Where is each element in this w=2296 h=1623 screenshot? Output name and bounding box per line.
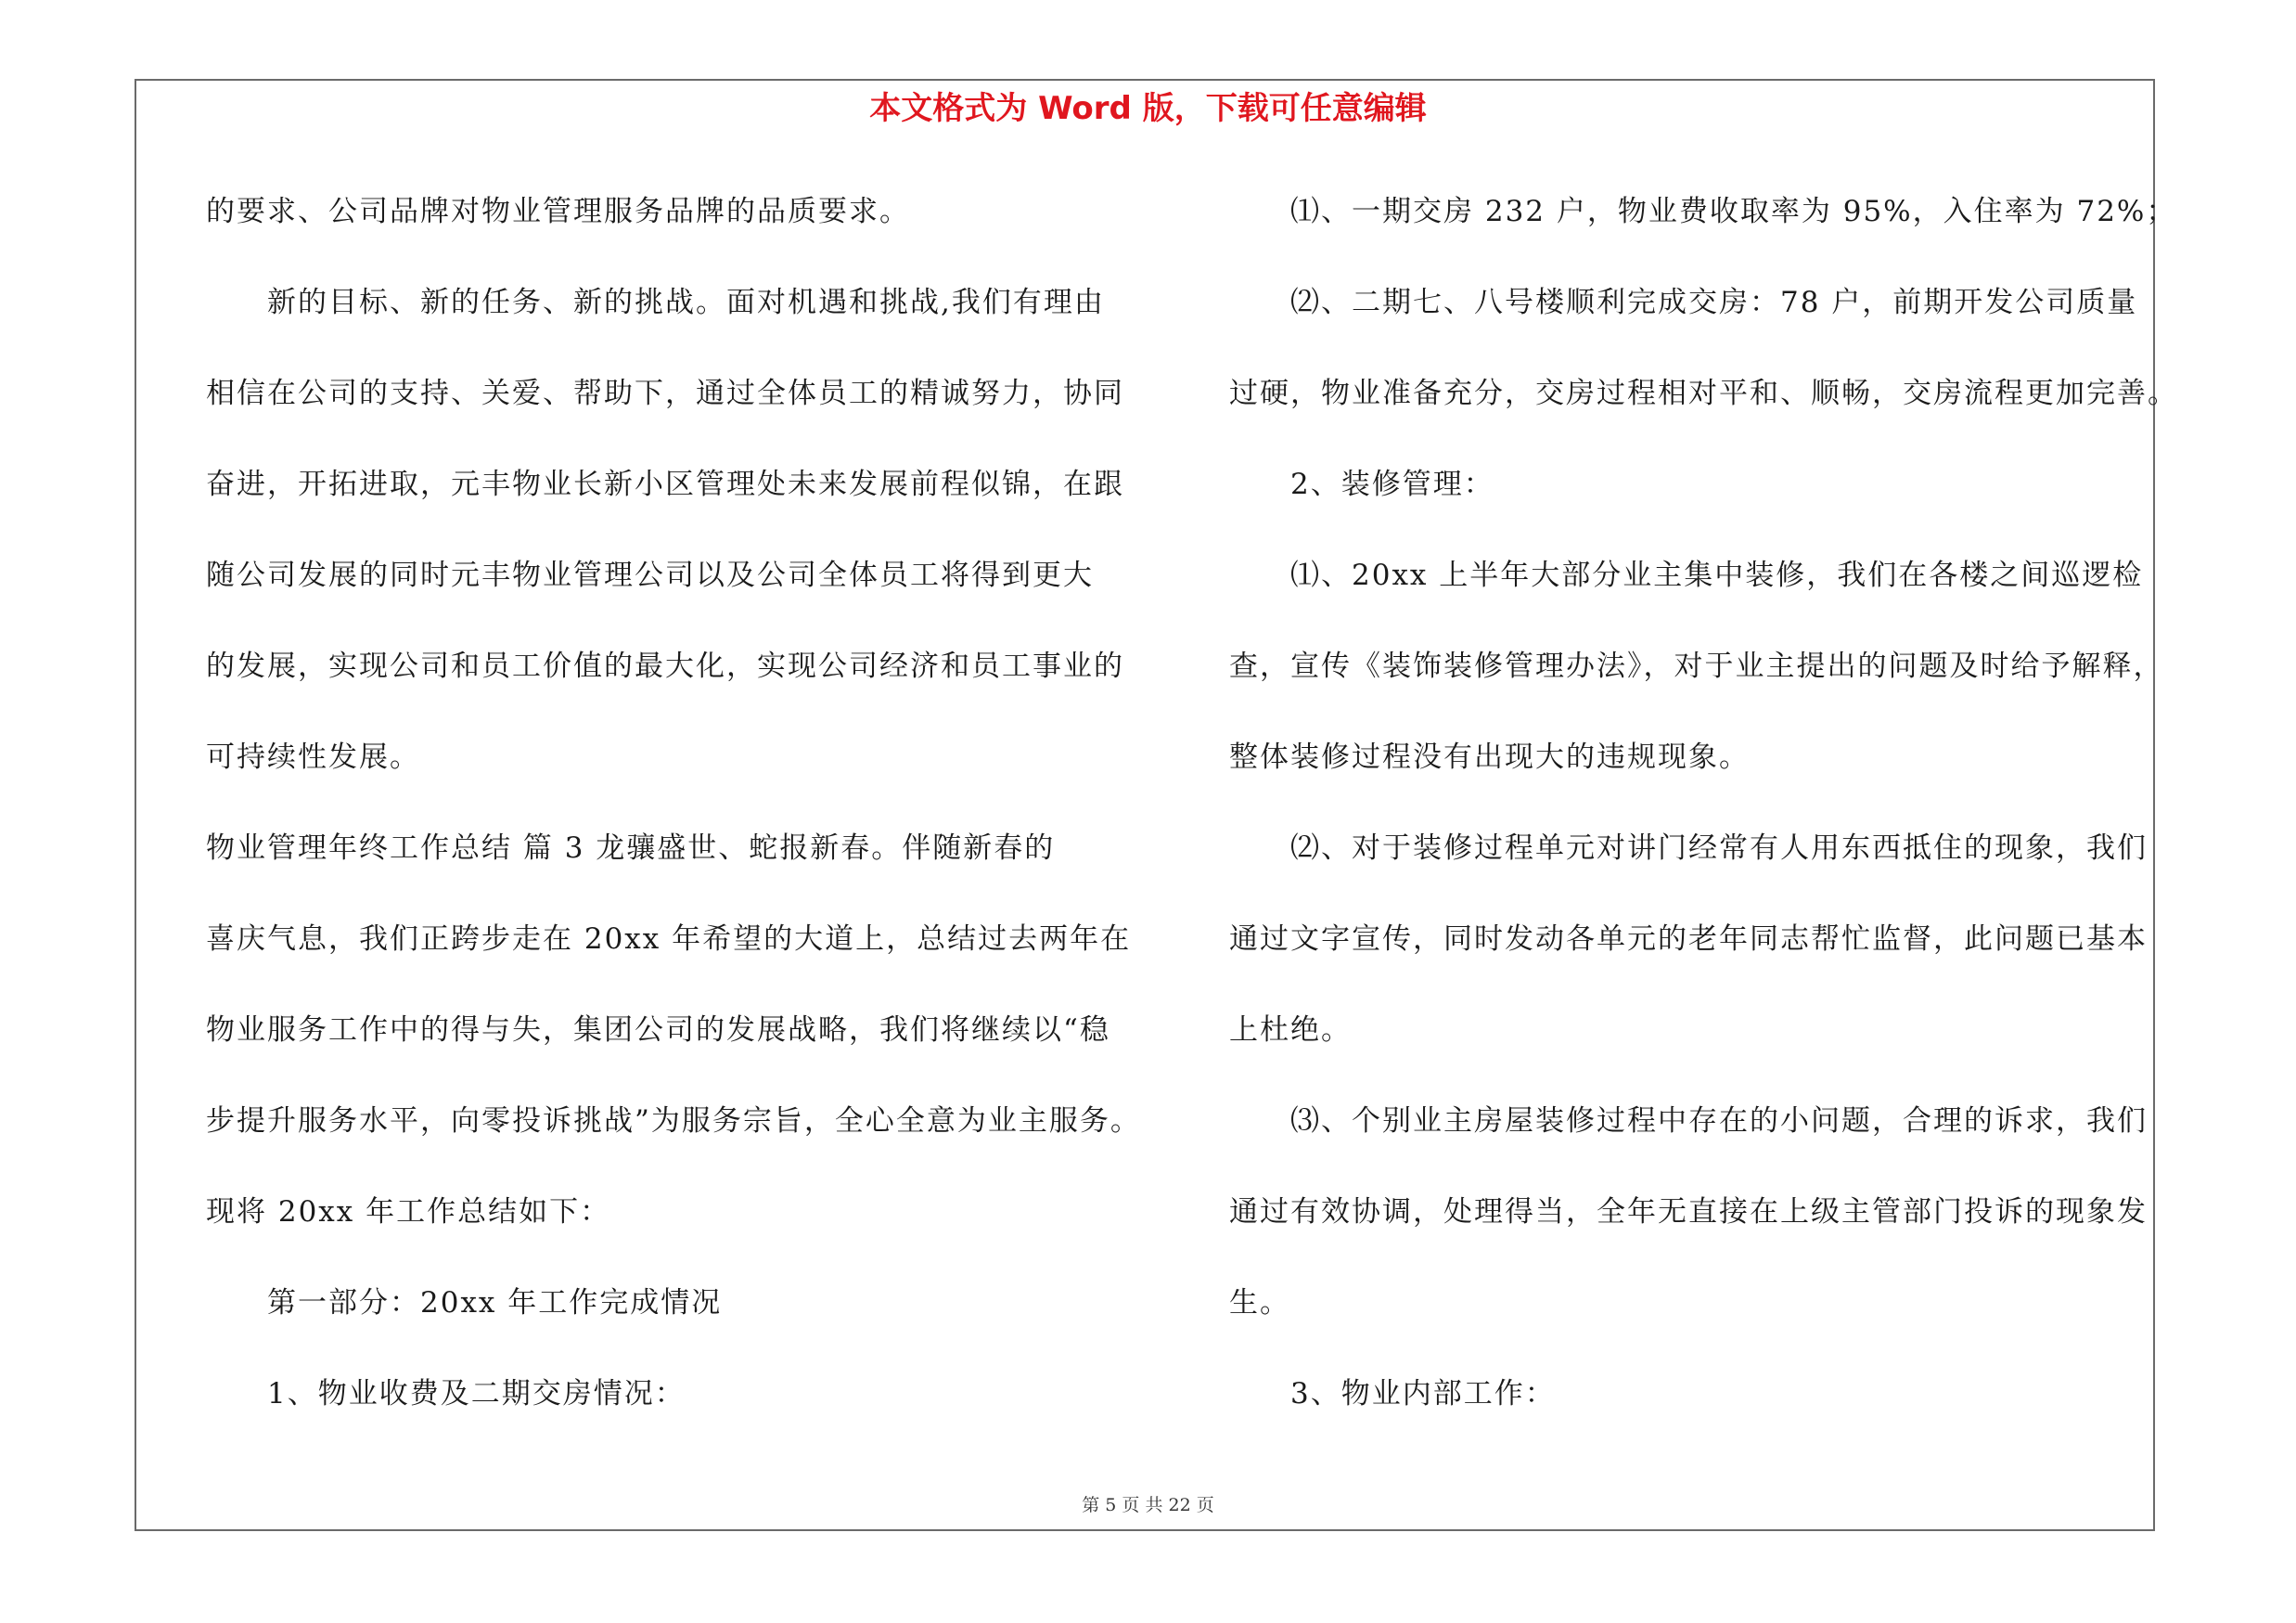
text-line: 的要求、公司品牌对物业管理服务品牌的品质要求。 <box>206 195 910 228</box>
text-line: 整体装修过程没有出现大的违规现象。 <box>1229 741 1750 774</box>
banner-title: 本文格式为 Word 版，下载可任意编辑 <box>869 90 1427 127</box>
text-line: 喜庆气息，我们正跨步走在 20xx 年希望的大道上，总结过去两年在 <box>206 922 1132 956</box>
text-line: 第一部分：20xx 年工作完成情况 <box>267 1286 723 1320</box>
text-line: 现将 20xx 年工作总结如下： <box>206 1195 611 1229</box>
text-line: 物业服务工作中的得与失，集团公司的发展战略，我们将继续以“稳 <box>206 1013 1110 1047</box>
text-line: 可持续性发展。 <box>206 741 420 774</box>
text-line: 过硬，物业准备充分，交房过程相对平和、顺畅，交房流程更加完善。 <box>1229 377 2178 410</box>
text-line: ⑵、对于装修过程单元对讲门经常有人用东西抵住的现象，我们 <box>1290 831 2148 865</box>
text-line: 1、物业收费及二期交房情况： <box>267 1377 686 1410</box>
text-line: 相信在公司的支持、关爱、帮助下，通过全体员工的精诚努力，协同 <box>206 377 1124 410</box>
text-line: 上杜绝。 <box>1229 1013 1352 1047</box>
right-column <box>1229 186 2178 1459</box>
text-line: ⑴、一期交房 232 户，物业费收取率为 95%，入住率为 72%； <box>1290 195 2177 228</box>
text-line: 生。 <box>1229 1286 1290 1320</box>
text-line: 2、装修管理： <box>1290 468 1494 501</box>
text-line: ⑵、二期七、八号楼顺利完成交房：78 户，前期开发公司质量 <box>1290 286 2138 319</box>
page-number: 第 5 页 共 22 页 <box>1082 1495 1214 1515</box>
text-line: 新的目标、新的任务、新的挑战。面对机遇和挑战,我们有理由 <box>267 286 1105 319</box>
text-line: 的发展，实现公司和员工价值的最大化，实现公司经济和员工事业的 <box>206 650 1124 683</box>
text-line: 3、物业内部工作： <box>1290 1377 1556 1410</box>
text-line: 奋进，开拓进取，元丰物业长新小区管理处未来发展前程似锦，在跟 <box>206 468 1124 501</box>
text-line: ⑶、个别业主房屋装修过程中存在的小问题，合理的诉求，我们 <box>1290 1104 2148 1138</box>
text-line: 通过文字宣传，同时发动各单元的老年同志帮忙监督，此问题已基本 <box>1229 922 2148 956</box>
text-line: 步提升服务水平，向零投诉挑战”为服务宗旨，全心全意为业主服务。 <box>206 1104 1141 1138</box>
left-column <box>206 186 1143 1459</box>
text-line: 查，宣传《装饰装修管理办法》，对于业主提出的问题及时给予解释， <box>1229 650 2164 683</box>
text-line: 随公司发展的同时元丰物业管理公司以及公司全体员工将得到更大 <box>206 559 1094 592</box>
text-line: 物业管理年终工作总结 篇 3 龙骧盛世、蛇报新春。伴随新春的 <box>206 831 1056 865</box>
text-line: 通过有效协调，处理得当，全年无直接在上级主管部门投诉的现象发 <box>1229 1195 2148 1229</box>
text-line: ⑴、20xx 上半年大部分业主集中装修，我们在各楼之间巡逻检 <box>1290 559 2144 592</box>
